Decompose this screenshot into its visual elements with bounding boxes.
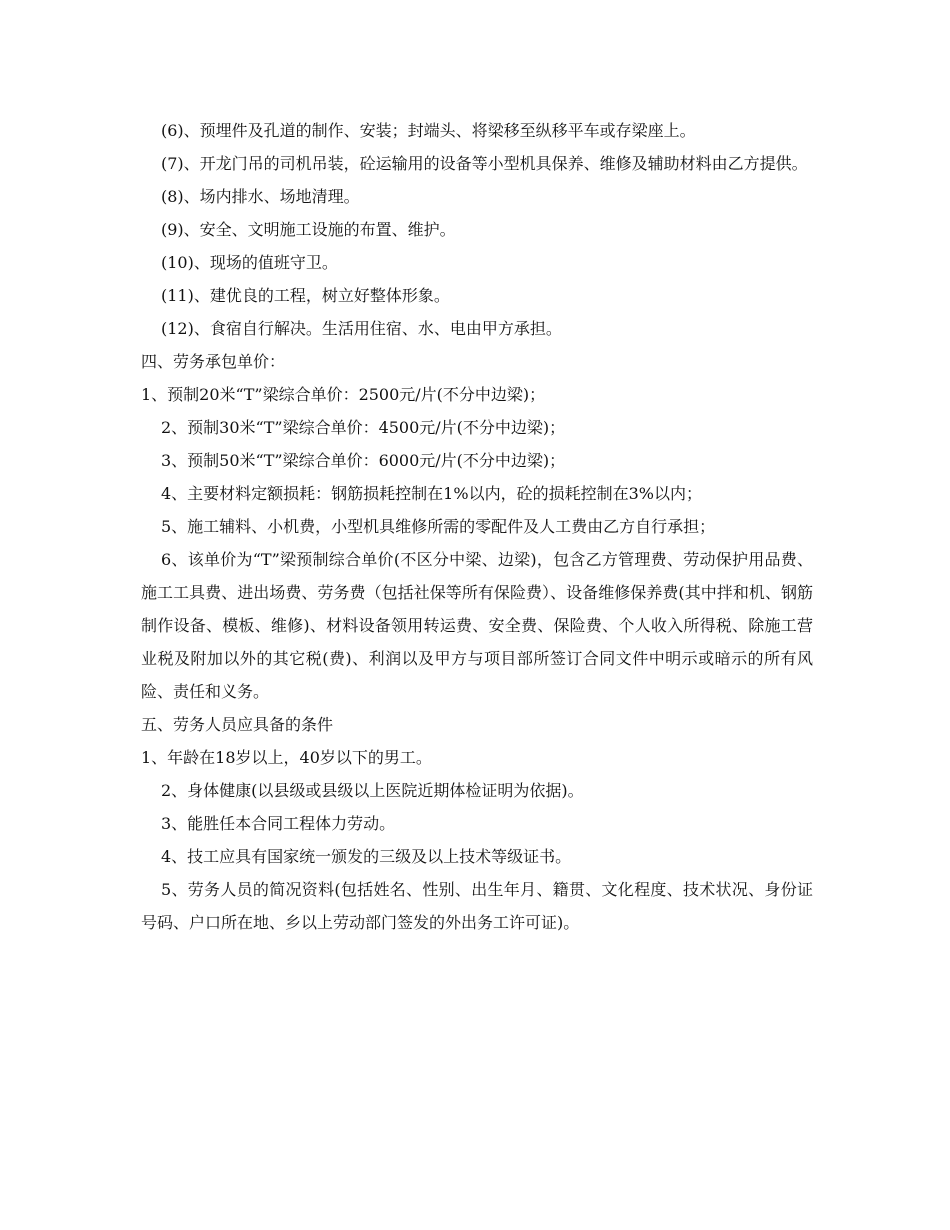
clause-12: (12)、食宿自行解决。生活用住宿、水、电由甲方承担。 [161, 319, 562, 338]
requirement-item-3: 3、能胜任本合同工程体力劳动。 [161, 814, 396, 833]
clause-10: (10)、现场的值班守卫。 [161, 253, 338, 272]
section-heading-5: 五、劳务人员应具备的条件 [141, 715, 334, 734]
price-item-1: 1、预制20米“T”梁综合单价：2500元/片(不分中边梁)； [141, 385, 546, 404]
requirement-item-4: 4、技工应具有国家统一颁发的三级及以上技术等级证书。 [161, 847, 572, 866]
clause-9: (9)、安全、文明施工设施的布置、维护。 [161, 220, 456, 239]
price-item-2: 2、预制30米“T”梁综合单价：4500元/片(不分中边梁)； [161, 418, 566, 437]
price-item-5: 5、施工辅料、小机费，小型机具维修所需的零配件及人工费由乙方自行承担； [161, 517, 716, 536]
clause-6: (6)、预埋件及孔道的制作、安装；封端头、将梁移至纵移平车或存梁座上。 [161, 121, 696, 140]
price-item-6: 6、该单价为“T”梁预制综合单价(不区分中梁、边梁)，包含乙方管理费、劳动保护用品费、施工工具费、进出场费、劳务费（包括社保等所有保险费）、设备维修保养费(其中拌和机、钢筋制作设备、模板、维修)、材料设备领用转运费、安全费、保险费、个人收入所得税、除施工营业税及附加以外的其它税(费)、利润以及甲方与项目部所签订合同文件中明示或暗示的所有风险、责任和义务。 [141, 550, 813, 701]
clause-11: (11)、建优良的工程，树立好整体形象。 [161, 286, 450, 305]
requirement-item-1: 1、年龄在18岁以上，40岁以下的男工。 [141, 748, 432, 767]
price-item-4: 4、主要材料定额损耗：钢筋损耗控制在1%以内，砼的损耗控制在3%以内； [161, 484, 702, 503]
section-heading-4: 四、劳务承包单价： [141, 352, 286, 371]
requirement-item-2: 2、身体健康(以县级或县级以上医院近期体检证明为依据)。 [161, 781, 584, 800]
requirement-item-5: 5、劳务人员的简况资料(包括姓名、性别、出生年月、籍贯、文化程度、技术状况、身份证号码、户口所在地、乡以上劳动部门签发的外出务工许可证)。 [141, 880, 813, 932]
document-body [141, 114, 813, 939]
clause-8: (8)、场内排水、场地清理。 [161, 187, 360, 206]
price-item-3: 3、预制50米“T”梁综合单价：6000元/片(不分中边梁)； [161, 451, 566, 470]
clause-7: (7)、开龙门吊的司机吊装，砼运输用的设备等小型机具保养、维修及辅助材料由乙方提供。 [161, 154, 808, 173]
